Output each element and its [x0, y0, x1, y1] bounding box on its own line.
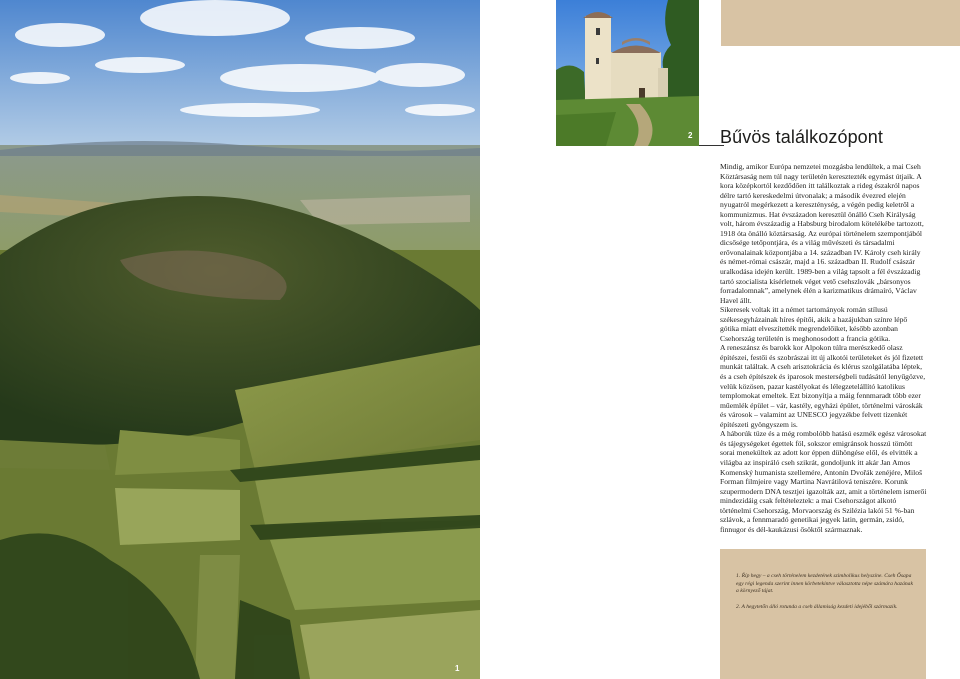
- body-text: Mindig, amikor Európa nemzetei mozgásba lendültek, a mai Cseh Köztársaság nem túl nagy területén keresztezték egymást útjaik. A kora középkortól kezdődően itt találkoztak a rideg északról napos délre tartó kereskedelmi útvonalak; a második évezred elején nyugatról megérkezett a kereszténység, a végén pedig keletről a kommunizmus. Hat évszázadon keresztül önálló Cseh Királyság volt, három évszázadig a Habsburg birodalom kötelékébe tartozott, 1918 óta önálló köztársaság. Az európai történelem szempontjából dicsősége tetőpontjára, és a világ művészeti és társadalmi erővonalainak központjába a 14. században IV. Károly cseh király és német-római császár, majd a 16. században II. Rudolf császár uralkodása idején került. 1989-ben a világ tapsolt a fél évszázadig tartó szocialista kísérletnek véget vető csehszlovák „bársonyos forradalomnak”, amelynek élén a karizmatikus drámaíró, Václav Havel állt. Sikeresek voltak itt a német tartományok román stílusú székesegyházainak híres építői, akik a hazájukban színre lépő gótika miatt elveszítették megrendelőiket, később azonban Csehország területén is meghonosodott a francia gótika. A reneszánsz és barokk kor Alpokon túlra merészkedő olasz építészei, festői és szobrászai itt új alkotói területeket és jól fizetett munkát találtak. A cseh arisztokrácia és klérus szolgálatába léptek, és a cseh építészek és iparosok mesterségbeli tudásától lenyűgözve, velük közösen, pazar kastélyokat és lélegzetelállító katolikus templomokat emeltek. Ezt bizonyítja a máig fennmaradt több ezer műemlék épület – vár, kastély, egyházi épület, történelmi városkák és városok – valamint az UNESCO jegyzékbe felvett tizenkét építészeti gyöngyszem is. A háborúk tüze és a még rombolóbb hatású eszmék egész városokat és tájegységeket égettek föl, sokszor emigránsok hosszú tömött sorai menekültek az adott kor éppen dühöngése elől, és elvitték a világba az inspiráló cseh szikrát, gondoljunk itt akár Jan Amos Komenský humanista szellemére, Antonín Dvořák zenéjére, Miloš Forman filmjeire vagy Martina Navrátilová teniszére. Korunk szupermodern DNA tesztjei igazolták azt, amit a történelem ismerői mindezidáig csak feltételeztek: a mai Csehországot alkotó történelmi Csehország, Morvaország és Szilézia lakói 51 %-ban szlávok, a fennmaradó genetikai jegyek latin, germán, zsidó, finnugor és dél-kaukázusi ősöktől származnak.: [720, 162, 927, 534]
- caption-1: 1. Říp hegy – a cseh történelem kezdetének szimbolikus helyszíne. Cseh Ősapa egy régi legenda szerint innen körbetekintve választotta népe számára hazának a környező tájat.: [736, 573, 913, 595]
- page-title: Bűvös találkozópont: [720, 127, 884, 147]
- distant-town: [300, 195, 470, 225]
- caption-box: [720, 549, 926, 679]
- rotunda-photo: [556, 0, 699, 146]
- rotunda-illustration: [556, 0, 699, 146]
- decorative-tan-block: [721, 0, 960, 46]
- rotunda-body: [611, 52, 661, 104]
- caption-2: 2. A hegytetőn álló rotunda a cseh államiság kezdeti idejéből származik.: [736, 604, 898, 610]
- page-number-left: 1: [455, 664, 460, 673]
- page-number-right: 2: [688, 131, 693, 140]
